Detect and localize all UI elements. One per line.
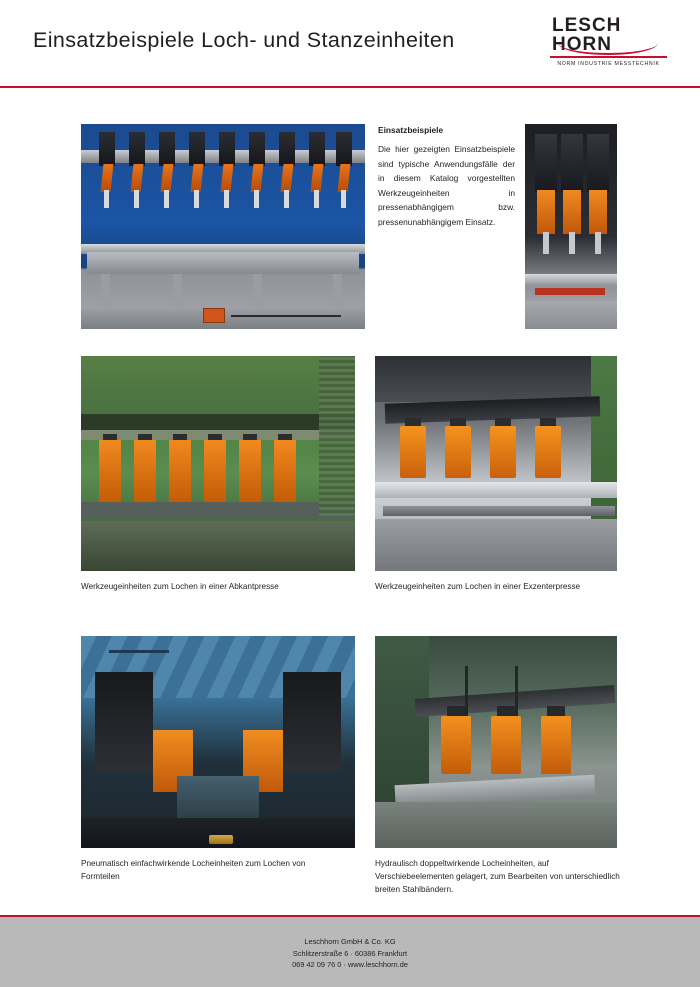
photo-element (311, 164, 324, 192)
photo-element (375, 802, 617, 848)
photo-element (537, 190, 555, 234)
photo-element (338, 164, 351, 192)
photo-element (109, 650, 169, 653)
photo-element (279, 132, 295, 166)
intro-text-block (378, 125, 515, 230)
photo-element (563, 190, 581, 234)
photo-element (99, 132, 115, 166)
photo-element (541, 716, 571, 774)
photo-element (543, 232, 549, 254)
page-header (0, 0, 700, 88)
photo-element (164, 190, 169, 208)
photo-element (239, 440, 261, 502)
photo-element (169, 440, 191, 502)
photo-element (589, 190, 607, 234)
photo-element (535, 288, 605, 295)
photo-punching-units-on-press (81, 124, 365, 329)
footer-phone-web: 069 42 09 76 0 · www.leschhorn.de (292, 960, 408, 969)
photo-element (221, 164, 234, 192)
photo-element (375, 482, 617, 498)
photo-hydraulic-punching-units (375, 636, 617, 848)
photo-element (309, 132, 325, 166)
photo-element (81, 502, 355, 520)
caption-hydraulic-units: Hydraulisch doppeltwirkende Locheinheiten, auf Verschiebeelementen gelagert, zum Bearbeiten von unterschiedlich breiten Stahlbändern. (375, 859, 620, 894)
photo-element (525, 274, 617, 286)
photo-element (254, 190, 259, 208)
photo-eccentric-press-punching (375, 356, 617, 571)
photo-element (490, 426, 516, 478)
photo-element (284, 190, 289, 208)
footer-divider (0, 915, 700, 917)
photo-element (231, 315, 341, 317)
page-title: Einsatzbeispiele Loch- und Stanzeinheiten (33, 28, 455, 52)
photo-element (209, 835, 233, 844)
photo-element (134, 190, 139, 208)
photo-press-brake-punching (81, 356, 355, 571)
photo-element (161, 164, 174, 192)
photo-element (465, 666, 468, 716)
photo-element (314, 190, 319, 208)
photo-element (191, 164, 204, 192)
photo-element (101, 164, 114, 192)
photo-element (383, 506, 615, 516)
photo-element (375, 356, 617, 402)
photo-element (81, 521, 355, 571)
photo-element (159, 132, 175, 166)
photo-element (319, 356, 355, 516)
photo-element (569, 232, 575, 254)
photo-element (445, 426, 471, 478)
photo-element (134, 440, 156, 502)
caption-press-brake: Werkzeugeinheiten zum Lochen in einer Abkantpresse (81, 582, 279, 591)
photo-element (224, 190, 229, 208)
logo-tagline: NORM INDUSTRIE MESSTECHNIK (557, 61, 660, 67)
photo-element (87, 252, 359, 274)
photo-element (249, 132, 265, 166)
photo-element (81, 414, 355, 430)
photo-element (203, 308, 225, 323)
photo-element (251, 164, 264, 192)
footer-address: Schlitzerstraße 6 · 60386 Frankfurt (292, 948, 408, 958)
logo-name-bottom: HORN (552, 34, 612, 55)
photo-element (99, 440, 121, 502)
caption-pneumatic-units: Pneumatisch einfachwirkende Locheinheiten zum Lochen von Formteilen (81, 859, 306, 881)
photo-element (219, 132, 235, 166)
photo-element (129, 132, 145, 166)
photo-element (400, 426, 426, 478)
photo-element (204, 440, 226, 502)
caption-eccentric-press: Werkzeugeinheiten zum Lochen in einer Exzenterpresse (375, 582, 581, 591)
header-divider (0, 86, 700, 88)
photo-element (274, 440, 296, 502)
photo-element (491, 716, 521, 774)
photo-element (341, 190, 346, 208)
photo-element (104, 190, 109, 208)
logo-name-top: LESCH (552, 15, 622, 36)
company-logo (550, 16, 667, 72)
intro-body: Die hier gezeigten Einsatzbeispiele sind typische Anwendungsfälle der in diesem Katalog vorgestellten Werkzeugeinheiten in pressenabhängigem bzw. pressenunabhängigem Einsatz. (378, 144, 515, 227)
photo-element (81, 356, 355, 414)
photo-element (375, 519, 617, 571)
photo-element (281, 164, 294, 192)
photo-element (535, 134, 557, 192)
photo-element (525, 301, 617, 329)
footer-company: Leschhorn GmbH & Co. KG (304, 937, 396, 946)
photo-element (189, 132, 205, 166)
photo-element (95, 672, 153, 772)
photo-element (535, 426, 561, 478)
footer-contact (0, 936, 700, 971)
photo-element (441, 716, 471, 774)
intro-title: Einsatzbeispiele (378, 125, 444, 135)
photo-element (131, 164, 144, 192)
photo-tooling-units-detail (525, 124, 617, 329)
photo-element (336, 132, 352, 166)
logo-rule (550, 56, 667, 58)
photo-element (561, 134, 583, 192)
photo-element (595, 232, 601, 254)
photo-element (283, 672, 341, 772)
photo-element (194, 190, 199, 208)
photo-pneumatic-punching-units (81, 636, 355, 848)
photo-element (587, 134, 609, 192)
photo-element (515, 666, 518, 716)
